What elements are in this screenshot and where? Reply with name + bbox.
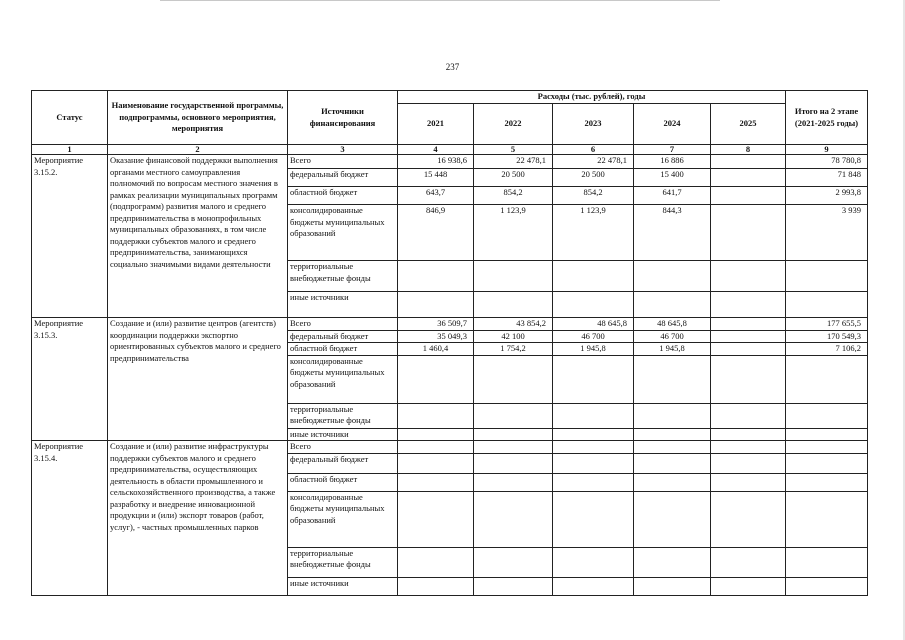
value-cell: 15 400	[634, 169, 711, 187]
value-cell	[398, 261, 474, 292]
value-cell	[634, 355, 711, 403]
header-year: 2021	[398, 104, 474, 145]
value-cell	[711, 318, 786, 331]
total-cell: 2 993,8	[786, 187, 868, 205]
value-cell: 844,3	[634, 205, 711, 261]
value-cell	[553, 355, 634, 403]
scan-top-edge	[160, 0, 720, 1]
header-year: 2025	[711, 104, 786, 145]
source-label: территориальные внебюджетные фонды	[288, 261, 398, 292]
page-number: 237	[445, 62, 460, 72]
source-label: консолидированные бюджеты муниципальных образований	[288, 355, 398, 403]
source-label: областной бюджет	[288, 473, 398, 491]
total-cell: 177 655,5	[786, 318, 868, 331]
source-label: областной бюджет	[288, 187, 398, 205]
total-cell: 78 780,8	[786, 155, 868, 169]
value-cell	[553, 441, 634, 454]
value-cell: 1 945,8	[634, 343, 711, 356]
total-cell	[786, 403, 868, 428]
value-cell	[398, 403, 474, 428]
value-cell	[711, 491, 786, 547]
value-cell: 22 478,1	[553, 155, 634, 169]
source-label: областной бюджет	[288, 343, 398, 356]
value-cell	[711, 155, 786, 169]
value-cell: 1 754,2	[474, 343, 553, 356]
value-cell: 16 886	[634, 155, 711, 169]
value-cell	[553, 292, 634, 318]
source-label: консолидированные бюджеты муниципальных образований	[288, 205, 398, 261]
source-label: Всего	[288, 441, 398, 454]
value-cell	[711, 428, 786, 441]
value-cell: 48 645,8	[634, 318, 711, 331]
source-label: Всего	[288, 318, 398, 331]
source-label: иные источники	[288, 428, 398, 441]
value-cell	[553, 491, 634, 547]
column-number: 1	[32, 145, 108, 155]
total-cell: 71 848	[786, 169, 868, 187]
header-year: 2023	[553, 104, 634, 145]
source-label: иные источники	[288, 292, 398, 318]
value-cell	[711, 292, 786, 318]
value-cell: 15 448	[398, 169, 474, 187]
value-cell: 1 123,9	[553, 205, 634, 261]
value-cell	[634, 261, 711, 292]
value-cell	[474, 473, 553, 491]
header-sources: Источники финансирования	[288, 91, 398, 145]
source-label: консолидированные бюджеты муниципальных образований	[288, 491, 398, 547]
source-label: территориальные внебюджетные фонды	[288, 403, 398, 428]
value-cell	[553, 577, 634, 595]
measure-name: Создание и (или) развитие инфраструктуры поддержки субъектов малого и среднего предпринимательства, осуществляющих деятельность в области промышленного и сельскохозяйственного производства, а также разработку и внедрение инновационной продукции и (или) экспорт товаров (работ, услуг), - частных промышленных парков	[108, 441, 288, 596]
measure-status: Мероприятие 3.15.2.	[32, 155, 108, 318]
value-cell	[474, 441, 553, 454]
value-cell	[711, 355, 786, 403]
value-cell	[398, 428, 474, 441]
value-cell	[711, 547, 786, 577]
column-number: 5	[474, 145, 553, 155]
source-label: федеральный бюджет	[288, 169, 398, 187]
value-cell: 854,2	[474, 187, 553, 205]
value-cell	[398, 453, 474, 473]
total-cell	[786, 577, 868, 595]
value-cell	[711, 343, 786, 356]
value-cell	[474, 403, 553, 428]
value-cell	[711, 169, 786, 187]
source-label: федеральный бюджет	[288, 453, 398, 473]
measure-name: Создание и (или) развитие центров (агентств) координации поддержки экспортно ориентированных субъектов малого и среднего предпринимательства	[108, 318, 288, 441]
value-cell: 1 460,4	[398, 343, 474, 356]
value-cell: 846,9	[398, 205, 474, 261]
total-cell: 7 106,2	[786, 343, 868, 356]
source-label: федеральный бюджет	[288, 330, 398, 343]
value-cell	[474, 355, 553, 403]
value-cell	[474, 491, 553, 547]
value-cell	[553, 261, 634, 292]
value-cell	[474, 547, 553, 577]
column-number: 3	[288, 145, 398, 155]
value-cell: 20 500	[553, 169, 634, 187]
column-number: 8	[711, 145, 786, 155]
value-cell	[634, 292, 711, 318]
value-cell	[634, 441, 711, 454]
value-cell	[711, 187, 786, 205]
value-cell	[398, 547, 474, 577]
value-cell	[474, 453, 553, 473]
value-cell: 641,7	[634, 187, 711, 205]
table-row	[32, 441, 868, 454]
total-cell	[786, 491, 868, 547]
value-cell	[553, 428, 634, 441]
value-cell	[711, 205, 786, 261]
value-cell: 36 509,7	[398, 318, 474, 331]
value-cell: 643,7	[398, 187, 474, 205]
value-cell	[634, 491, 711, 547]
value-cell	[398, 473, 474, 491]
total-cell: 170 549,3	[786, 330, 868, 343]
value-cell	[711, 261, 786, 292]
value-cell	[398, 355, 474, 403]
value-cell	[711, 577, 786, 595]
source-label: территориальные внебюджетные фонды	[288, 547, 398, 577]
total-cell	[786, 355, 868, 403]
value-cell	[474, 577, 553, 595]
table-row	[32, 318, 868, 331]
total-cell	[786, 453, 868, 473]
column-number: 7	[634, 145, 711, 155]
value-cell	[398, 292, 474, 318]
column-number: 9	[786, 145, 868, 155]
measure-name: Оказание финансовой поддержки выполнения органами местного самоуправления полномочий по вопросам местного значения в рамках реализации муниципальных программ (подпрограмм) развития малого и среднего предпринимательства в монопрофильных муниципальных образованиях, в том числе поддержки субъектов малого и среднего предпринимательства, занимающихся социально значимыми видами деятельности	[108, 155, 288, 318]
total-cell	[786, 261, 868, 292]
value-cell: 42 100	[474, 330, 553, 343]
value-cell: 16 938,6	[398, 155, 474, 169]
source-label: Всего	[288, 155, 398, 169]
value-cell	[634, 577, 711, 595]
value-cell: 854,2	[553, 187, 634, 205]
value-cell	[711, 330, 786, 343]
value-cell: 1 123,9	[474, 205, 553, 261]
total-cell	[786, 473, 868, 491]
value-cell: 1 945,8	[553, 343, 634, 356]
value-cell: 43 854,2	[474, 318, 553, 331]
value-cell	[474, 428, 553, 441]
table-row	[32, 155, 868, 169]
value-cell	[634, 428, 711, 441]
value-cell: 46 700	[553, 330, 634, 343]
value-cell	[398, 441, 474, 454]
column-number: 2	[108, 145, 288, 155]
budget-table	[31, 90, 868, 596]
value-cell	[711, 453, 786, 473]
value-cell: 35 049,3	[398, 330, 474, 343]
value-cell	[634, 403, 711, 428]
value-cell: 22 478,1	[474, 155, 553, 169]
measure-status: Мероприятие 3.15.4.	[32, 441, 108, 596]
measure-status: Мероприятие 3.15.3.	[32, 318, 108, 441]
value-cell	[634, 453, 711, 473]
value-cell	[474, 292, 553, 318]
total-cell	[786, 292, 868, 318]
value-cell	[553, 453, 634, 473]
column-number: 4	[398, 145, 474, 155]
header-total: Итого на 2 этапе (2021-2025 годы)	[786, 91, 868, 145]
header-expenses: Расходы (тыс. рублей), годы	[398, 91, 786, 104]
value-cell	[474, 261, 553, 292]
total-cell	[786, 428, 868, 441]
value-cell	[711, 473, 786, 491]
value-cell	[711, 441, 786, 454]
header-status: Статус	[32, 91, 108, 145]
header-year: 2024	[634, 104, 711, 145]
header-year: 2022	[474, 104, 553, 145]
total-cell	[786, 441, 868, 454]
value-cell	[634, 547, 711, 577]
total-cell	[786, 547, 868, 577]
value-cell: 20 500	[474, 169, 553, 187]
column-number-row	[32, 145, 868, 155]
column-number: 6	[553, 145, 634, 155]
value-cell	[711, 403, 786, 428]
value-cell	[634, 473, 711, 491]
value-cell	[553, 473, 634, 491]
value-cell	[398, 491, 474, 547]
total-cell: 3 939	[786, 205, 868, 261]
value-cell: 48 645,8	[553, 318, 634, 331]
header-name: Наименование государственной программы, подпрограммы, основного мероприятия, мероприятия	[108, 91, 288, 145]
value-cell	[398, 577, 474, 595]
value-cell	[553, 403, 634, 428]
value-cell: 46 700	[634, 330, 711, 343]
source-label: иные источники	[288, 577, 398, 595]
value-cell	[553, 547, 634, 577]
